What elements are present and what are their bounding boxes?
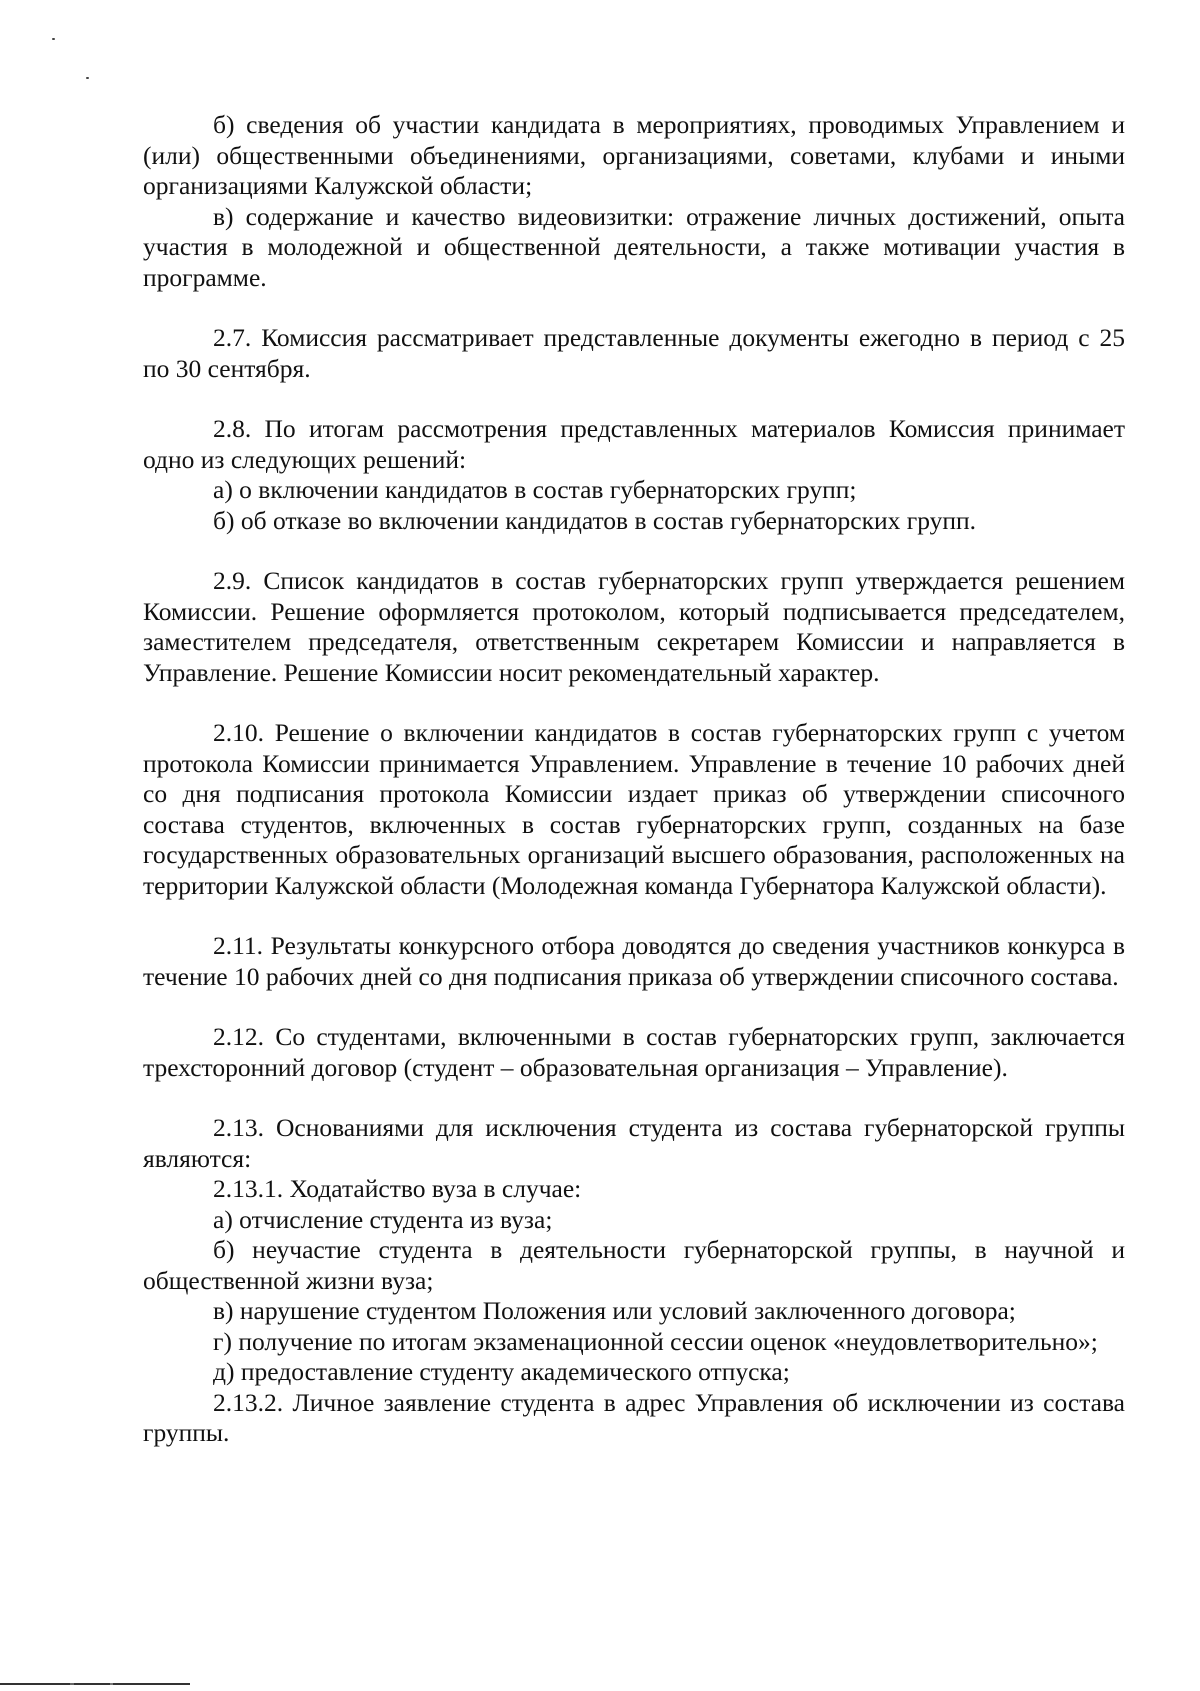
paragraph-2-13-1-v: в) нарушение студентом Положения или условий заключенного договора;	[213, 1296, 1016, 1325]
paragraph-2-13: 2.13. Основаниями для исключения студента из состава губернаторской группы являются:	[143, 1113, 1125, 1173]
paragraph-2-9: 2.9. Список кандидатов в состав губернаторских групп утверждается решением Комиссии. Решение оформляется протоколом, который подписывается председателем, заместителем председателя, ответственным секретарем Комиссии и направляется в Управление. Решение Комиссии носит рекомендательный характер.	[143, 566, 1125, 687]
paragraph-2-13-1: 2.13.1. Ходатайство вуза в случае:	[213, 1174, 582, 1203]
scan-speck	[86, 77, 89, 79]
paragraph-item-v-video: в) содержание и качество видеовизитки: отражение личных достижений, опыта участия в молодежной и общественной деятельности, а также мотивации участия в программе.	[143, 201, 1125, 292]
paragraph-2-11: 2.11. Результаты конкурсного отбора доводятся до сведения участников конкурса в течение 10 рабочих дней со дня подписания приказа об утверждении списочного состава.	[143, 931, 1125, 991]
paragraph-2-12: 2.12. Со студентами, включенными в состав губернаторских групп, заключается трехсторонний договор (студент – образовательная организация – Управление).	[143, 1022, 1125, 1082]
footer-rule	[0, 1683, 190, 1685]
paragraph-2-13-1-g: г) получение по итогам экзаменационной сессии оценок «неудовлетворительно»;	[213, 1326, 1098, 1356]
paragraph-item-b-participation: б) сведения об участии кандидата в мероприятиях, проводимых Управлением и (или) общественными объединениями, организациями, советами, клубами и иными организациями Калужской области;	[143, 110, 1125, 200]
paragraph-2-13-2: 2.13.2. Личное заявление студента в адрес Управления об исключении из состава группы.	[143, 1387, 1125, 1447]
paragraph-2-13-1-a: а) отчисление студента из вуза;	[213, 1204, 553, 1234]
paragraph-2-10: 2.10. Решение о включении кандидатов в состав губернаторских групп с учетом протокола Комиссии принимается Управлением. Управление в течение 10 рабочих дней со дня подписания протокола Комиссии издает приказ об утверждении списочного состава студентов, включенных в состав губернаторских групп, созданных на базе государственных образовательных организаций высшего образования, расположенных на территории Калужской области (Молодежная команда Губернатора Калужской области).	[143, 718, 1125, 900]
document-body	[143, 110, 1125, 1449]
paragraph-2-8: 2.8. По итогам рассмотрения представленных материалов Комиссия принимает одно из следующих решений:	[143, 414, 1125, 474]
scan-speck	[52, 38, 55, 40]
paragraph-2-8-b: б) об отказе во включении кандидатов в состав губернаторских групп.	[213, 505, 977, 535]
paragraph-2-8-a: а) о включении кандидатов в состав губернаторских групп;	[213, 475, 857, 504]
paragraph-2-13-1-d: д) предоставление студенту академического отпуска;	[213, 1357, 790, 1386]
paragraph-2-13-1-b: б) неучастие студента в деятельности губернаторской группы, в научной и общественной жизни вуза;	[143, 1235, 1125, 1295]
paragraph-2-7: 2.7. Комиссия рассматривает представленные документы ежегодно в период с 25 по 30 сентября.	[143, 323, 1125, 383]
